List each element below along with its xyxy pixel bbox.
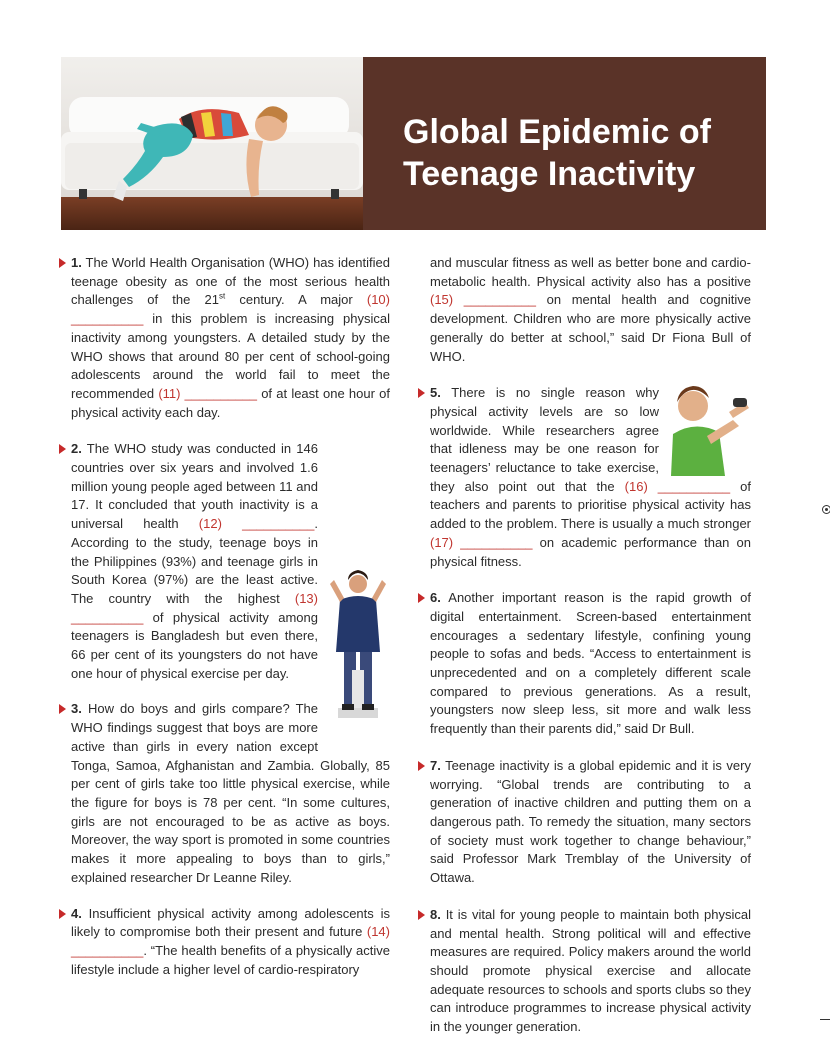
paragraph-1 [59,254,390,422]
paragraph-number: 5. [430,385,441,401]
paragraph-4 [59,905,390,980]
paragraph-number: 8. [430,906,441,922]
title-line-1: Global Epidemic of [403,113,711,151]
crop-mark [820,1019,830,1020]
ordinal-suffix: st [219,292,226,302]
paragraph-number: 6. [430,590,441,606]
blank-16[interactable]: (16) __________ [624,478,731,494]
paragraph-text: There is no single reason why physical activity levels are so low worldwide. While researchers agree that idleness may be one reason for teenagers’ reluctance to take exercise, they also point out that the [430,385,659,494]
paragraph-2 [59,440,390,683]
paragraph-text: and muscular fitness as well as better bone and cardio-metabolic health. Physical activity also has a positive [430,255,751,289]
paragraph-text: Another important reason is the rapid growth of digital entertainment. Screen-based entertainment encourages a sedentary lifestyle, confining young people to sofas and beds. “Access to entertainment is unprecedented and on a completely different scale compared to previous generations. As a result, youngsters now sleep less, sit more and walk less frequently than their parents did,” said Dr Bull. [430,590,751,737]
title-panel [363,57,766,230]
paragraph-text: of physical activity among teenagers is Bangladesh but even there, 66 per cent of its youngsters do not have one hour of physical exercise per day. [71,609,318,681]
blank-14[interactable]: (14) __________ [71,924,390,958]
header-photo-teen-on-sofa [61,57,363,230]
paragraph-text: The WHO study was conducted in 146 countries over six years and involved 1.6 million young people aged between 11 and 17. It concluded that youth inactivity is a universal health [71,441,318,532]
paragraph-text: of teachers and parents to prioritise physical activity has added to the problem. There is usually a much stronger [430,478,752,532]
blank-11[interactable]: (11) __________ [158,385,257,401]
blank-17[interactable]: (17) __________ [430,534,533,550]
blank-15[interactable]: (15) __________ [430,292,537,308]
paragraph-marker-icon [59,909,66,919]
paragraph-number: 1. [71,255,82,270]
paragraph-5 [418,384,751,571]
paragraph-number: 2. [71,441,82,457]
paragraph-text: century. A major [225,292,367,308]
paragraph-marker-icon [59,258,66,268]
title-line-2: Teenage Inactivity [403,155,696,193]
paragraph-text: . According to the study, teenage boys in the Philippines (93%) and teenage girls in South Korea (97%) are the least active. The country with the highest [71,516,319,606]
paragraph-text: of at least one hour of physical activity each day. [71,385,390,420]
blank-13[interactable]: (13) __________ [71,590,318,625]
page-title [403,111,711,195]
paragraph-marker-icon [418,388,425,398]
paragraph-3 [59,700,390,887]
paragraph-text: Teenage inactivity is a global epidemic and it is very worrying. “Global trends are contributing to a generation of inactive children and putting them on a dangerous path. To remedy the situation, many sectors of society must work together to change behaviour,” said Professor Mark Tremblay of the University of Ottawa. [430,757,751,886]
paragraph-4-continued [418,254,751,366]
paragraph-text: on academic performance than on physical fitness. [430,534,751,569]
paragraph-text: in this problem is increasing physical inactivity among youngsters. A detailed study by the WHO shows that around 80 per cent of school-going adolescents around the world fail to meet the recommended [71,311,390,401]
paragraph-marker-icon [418,910,425,920]
paragraph-marker-icon [59,704,66,714]
paragraph-text: . “The health benefits of a physically active lifestyle include a higher level of cardio-respiratory [71,942,390,977]
paragraph-marker-icon [418,593,425,603]
paragraph-text: How do boys and girls compare? The WHO findings suggest that boys are more active than girls in every nation except Tonga, Samoa, Afghanistan and Zambia. Globally, 85 per cent of girls take too little physical exercise, while the figure for boys is 78 per cent. “In some cultures, girls are not encouraged to be as active as boys. Moreover, the way sport is promoted in some countries makes it more appealing to boys than to girls,” explained researcher Dr Leanne Riley. [71,701,390,885]
paragraph-text: The World Health Organisation (WHO) has identified teenage obesity as one of the most serious health challenges of the 21 [71,255,390,308]
paragraph-marker-icon [418,761,425,771]
paragraph-text: Insufficient physical activity among adolescents is likely to compromise both their present and future [71,905,390,940]
paragraph-8 [418,906,751,1037]
paragraph-7 [418,757,751,888]
paragraph-number: 4. [71,905,82,921]
paragraph-number: 7. [430,757,441,773]
paragraph-6 [418,589,751,739]
registration-mark-icon [822,505,830,514]
blank-12[interactable]: (12) __________ [198,516,315,532]
article-column-left [59,254,390,979]
paragraph-number: 3. [71,701,82,717]
article-column-right [418,254,751,1037]
blank-10[interactable]: (10) __________ [71,292,390,327]
boy-gaming-image [667,384,751,476]
paragraph-text: It is vital for young people to maintain both physical and mental health. Strong political will and effective measures are required. Policy makers around the world should promote physical exercise and allocate adequate resources to schools and sports clubs so they can introduce programmes to increase physical activity in the younger generation. [430,906,751,1035]
paragraph-marker-icon [59,444,66,454]
paragraph-text: on mental health and cognitive development. Children who are more physically active generally do better at school,” said Dr Fiona Bull of WHO. [430,292,751,364]
